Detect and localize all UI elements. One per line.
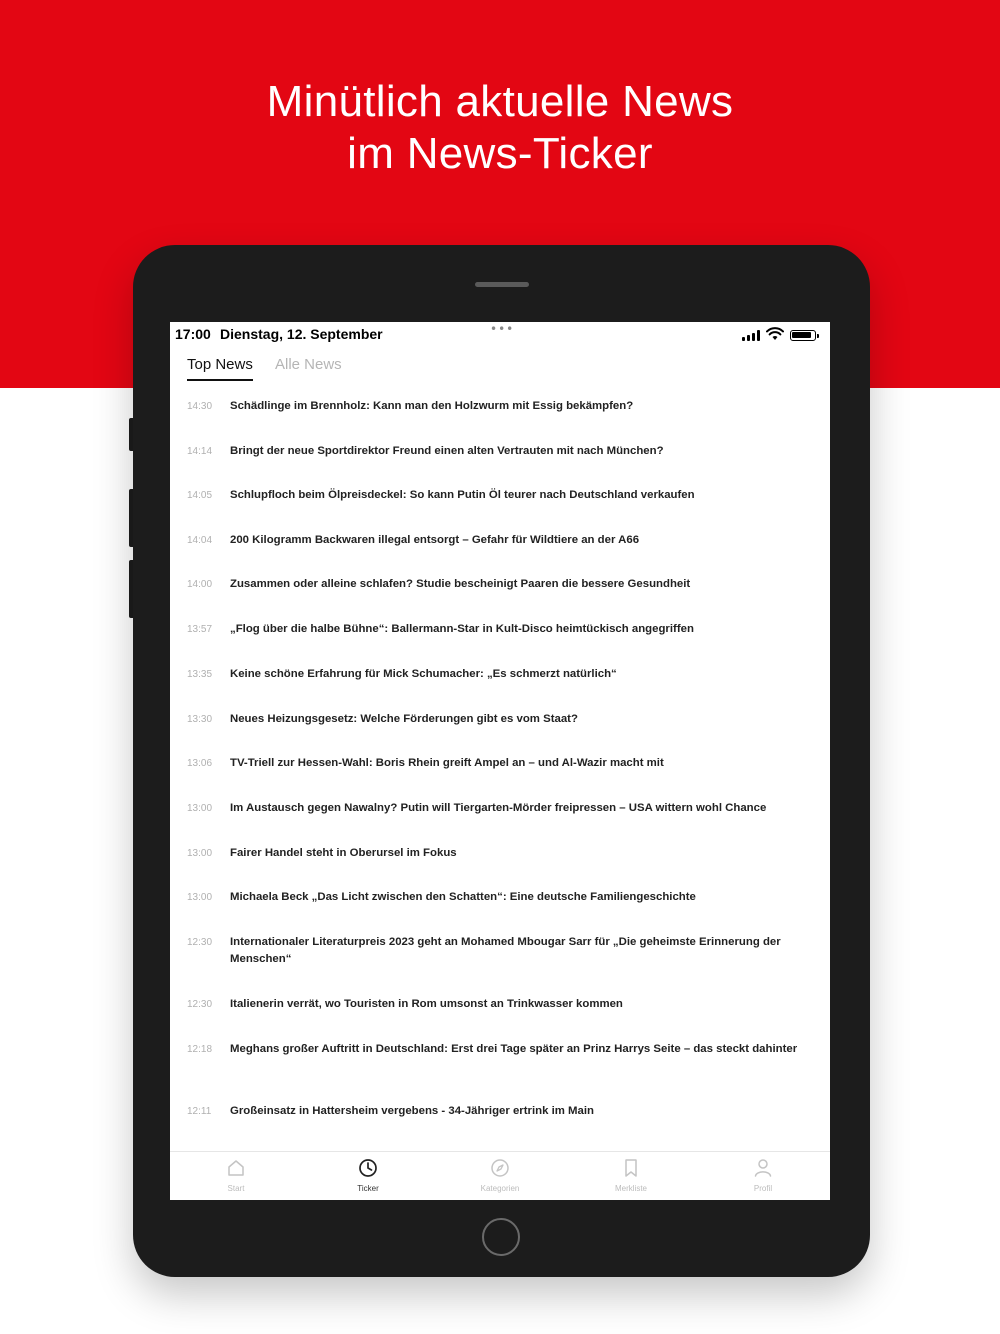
nav-label-ticker: Ticker xyxy=(357,1184,379,1193)
camera-slot xyxy=(475,282,529,287)
home-icon xyxy=(226,1158,246,1178)
nav-item-profil[interactable] xyxy=(718,1152,808,1200)
nav-label-start: Start xyxy=(227,1184,245,1193)
news-title: „Flog über die halbe Bühne“: Ballermann-Star in Kult-Disco heimtückisch angegriffen xyxy=(230,623,694,635)
cellular-signal-icon xyxy=(742,330,762,341)
status-date: Dienstag, 12. September xyxy=(220,326,383,342)
news-title: Internationaler Literaturpreis 2023 geht an Mohamed Mbougar Sarr für „Die geheimste Erinnerung der Menschen“ xyxy=(230,936,781,965)
nav-label-kategorien: Kategorien xyxy=(480,1184,520,1193)
news-title: Fairer Handel steht in Oberursel im Fokus xyxy=(230,847,457,859)
news-title: Meghans großer Auftritt in Deutschland: Erst drei Tage später an Prinz Harrys Seite – das steckt dahinter xyxy=(230,1043,798,1055)
news-title: Im Austausch gegen Nawalny? Putin will Tiergarten-Mörder freipressen – USA wittern wohl Chance xyxy=(230,802,767,814)
news-title: Großeinsatz in Hattersheim vergebens - 34-Jähriger ertrink im Main xyxy=(230,1105,594,1117)
news-title: Bringt der neue Sportdirektor Freund einen alten Vertrauten mit nach München? xyxy=(230,445,664,457)
bottom-navigation xyxy=(170,1151,830,1200)
multitask-dots[interactable]: ••• xyxy=(490,322,515,336)
app-screen xyxy=(170,322,830,1200)
nav-item-start[interactable] xyxy=(191,1152,281,1200)
hero-title-line-2: im News-Ticker xyxy=(347,129,653,178)
news-time: 12:18 xyxy=(187,1044,213,1055)
status-bar xyxy=(170,322,830,348)
status-time: 17:00 xyxy=(175,326,211,342)
nav-item-merkliste[interactable] xyxy=(586,1152,676,1200)
nav-label-profil: Profil xyxy=(753,1184,773,1193)
news-time: 14:00 xyxy=(187,579,213,590)
news-time: 13:57 xyxy=(187,624,213,635)
news-time: 13:35 xyxy=(187,669,213,680)
news-title: Italienerin verrät, wo Touristen in Rom umsonst an Trinkwasser kommen xyxy=(230,998,623,1010)
news-title: TV-Triell zur Hessen-Wahl: Boris Rhein greift Ampel an – und Al-Wazir macht mit xyxy=(230,757,664,769)
wifi-icon xyxy=(766,327,784,341)
news-time: 14:04 xyxy=(187,535,213,546)
news-time: 13:00 xyxy=(187,803,213,814)
nav-label-merkliste: Merkliste xyxy=(614,1184,647,1193)
home-button[interactable] xyxy=(482,1218,520,1256)
news-title: 200 Kilogramm Backwaren illegal entsorgt – Gefahr für Wildtiere an der A66 xyxy=(230,534,640,546)
nav-item-kategorien[interactable] xyxy=(455,1152,545,1200)
news-time: 12:11 xyxy=(187,1106,212,1117)
news-time: 13:00 xyxy=(187,848,213,859)
bookmark-icon xyxy=(621,1158,641,1178)
news-title: Keine schöne Erfahrung für Mick Schumacher: „Es schmerzt natürlich“ xyxy=(230,668,617,680)
tablet-device xyxy=(133,245,870,1277)
nav-item-ticker[interactable] xyxy=(323,1152,413,1200)
compass-icon xyxy=(490,1158,510,1178)
news-title: Michaela Beck „Das Licht zwischen den Schatten“: Eine deutsche Familiengeschichte xyxy=(230,891,696,903)
person-icon xyxy=(753,1158,773,1178)
hero-title-line-1: Minütlich aktuelle News xyxy=(266,77,734,126)
clock-icon xyxy=(358,1158,378,1178)
hero-title xyxy=(0,76,1000,180)
news-title: Schlupfloch beim Ölpreisdeckel: So kann Putin Öl teurer nach Deutschland verkaufen xyxy=(230,489,695,501)
tab-top-news[interactable]: Top News xyxy=(187,356,253,381)
news-title: Zusammen oder alleine schlafen? Studie bescheinigt Paaren die bessere Gesundheit xyxy=(230,578,691,590)
news-time: 14:05 xyxy=(187,490,213,501)
news-time: 14:14 xyxy=(187,446,213,457)
news-time: 12:30 xyxy=(187,937,213,948)
news-time: 13:00 xyxy=(187,892,213,903)
tab-all-news[interactable]: Alle News xyxy=(275,356,342,373)
news-time: 13:06 xyxy=(187,758,213,769)
battery-icon xyxy=(790,330,816,341)
news-title: Neues Heizungsgesetz: Welche Förderungen gibt es vom Staat? xyxy=(230,713,578,725)
news-title: Schädlinge im Brennholz: Kann man den Holzwurm mit Essig bekämpfen? xyxy=(230,400,634,412)
news-time: 14:30 xyxy=(187,401,213,412)
news-time: 12:30 xyxy=(187,999,213,1010)
news-time: 13:30 xyxy=(187,714,213,725)
